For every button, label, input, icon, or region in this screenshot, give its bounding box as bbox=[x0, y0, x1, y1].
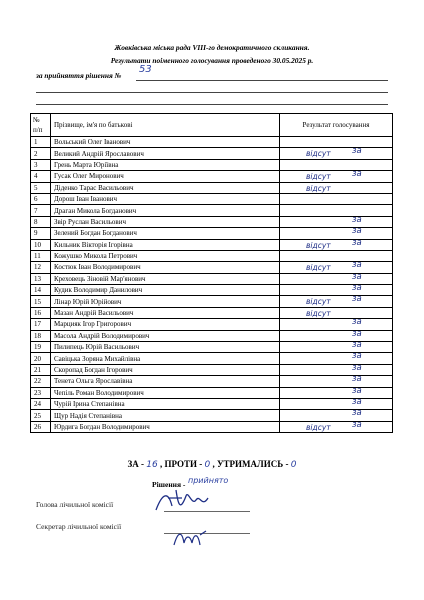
row-absent-mark: відсут bbox=[306, 308, 331, 318]
row-result bbox=[280, 148, 393, 159]
row-num: 9 bbox=[31, 228, 51, 239]
abstain-label: , УТРИМАЛИСЬ - bbox=[212, 459, 289, 469]
row-result bbox=[280, 285, 393, 296]
table-row bbox=[31, 182, 393, 193]
row-name: Діденко Тарас Васильович bbox=[51, 182, 280, 193]
row-result bbox=[280, 182, 393, 193]
row-absent-mark: відсут bbox=[306, 240, 331, 250]
row-result bbox=[280, 342, 393, 353]
row-num: 17 bbox=[31, 319, 51, 330]
table-row bbox=[31, 216, 393, 227]
table-row bbox=[31, 387, 393, 398]
row-vote-mark: за bbox=[352, 408, 362, 419]
row-num: 10 bbox=[31, 239, 51, 250]
row-result bbox=[280, 421, 393, 432]
row-name: Зелений Богдан Богданович bbox=[51, 228, 280, 239]
row-result bbox=[280, 364, 393, 375]
row-num: 4 bbox=[31, 171, 51, 182]
table-row bbox=[31, 421, 393, 432]
protocol-number: 53 bbox=[139, 64, 152, 75]
row-num: 1 bbox=[31, 137, 51, 148]
table-body bbox=[31, 137, 393, 433]
row-name: Чурій Ірина Степанівна bbox=[51, 398, 280, 409]
row-result bbox=[280, 250, 393, 261]
table-row bbox=[31, 228, 393, 239]
table-row bbox=[31, 307, 393, 318]
row-name: Чепіль Роман Володимирович bbox=[51, 387, 280, 398]
row-result bbox=[280, 239, 393, 250]
header-line2: Результати поіменного голосування проведеного 30.05.2025 р. bbox=[110, 56, 314, 65]
row-name: Пилипець Юрій Васильович bbox=[51, 342, 280, 353]
row-vote-mark: за bbox=[352, 374, 362, 385]
for-label: ЗА - bbox=[127, 459, 145, 469]
row-absent-mark: відсут bbox=[306, 422, 331, 432]
row-name: Лінар Юрій Юрійович bbox=[51, 296, 280, 307]
table-row bbox=[31, 262, 393, 273]
row-vote-mark: за bbox=[352, 226, 362, 237]
row-num: 5 bbox=[31, 182, 51, 193]
row-result bbox=[280, 398, 393, 409]
row-result bbox=[280, 296, 393, 307]
row-vote-mark: за bbox=[352, 419, 362, 430]
table-row bbox=[31, 353, 393, 364]
col-name-header: Прізвище, ім'я по батькові bbox=[51, 114, 280, 137]
row-absent-mark: відсут bbox=[306, 149, 331, 159]
decision-value: прийнято bbox=[188, 476, 229, 485]
row-result bbox=[280, 353, 393, 364]
decision-label: Рішення - bbox=[152, 480, 186, 489]
row-name: Щур Надія Степанівна bbox=[51, 410, 280, 421]
row-vote-mark: за bbox=[352, 169, 362, 180]
table-row bbox=[31, 296, 393, 307]
row-result bbox=[280, 330, 393, 341]
row-vote-mark: за bbox=[352, 396, 362, 407]
row-num: 16 bbox=[31, 307, 51, 318]
chair-label: Голова лічильної комісії bbox=[36, 500, 114, 509]
row-num: 11 bbox=[31, 250, 51, 261]
row-vote-mark: за bbox=[352, 260, 362, 271]
row-result bbox=[280, 387, 393, 398]
row-name: Кудик Володимир Данилович bbox=[51, 285, 280, 296]
chair-signature bbox=[152, 486, 214, 516]
row-result bbox=[280, 193, 393, 204]
row-num: 22 bbox=[31, 376, 51, 387]
row-num: 8 bbox=[31, 216, 51, 227]
row-name: Кожушко Микола Петрович bbox=[51, 250, 280, 261]
row-result bbox=[280, 137, 393, 148]
row-name: Юрдига Богдан Володимирович bbox=[51, 421, 280, 432]
row-name: Креховець Зіновій Мар'янович bbox=[51, 273, 280, 284]
row-num: 7 bbox=[31, 205, 51, 216]
row-absent-mark: відсут bbox=[306, 297, 331, 307]
col-num-header: № п/п bbox=[31, 114, 51, 137]
row-num: 13 bbox=[31, 273, 51, 284]
row-vote-mark: за bbox=[352, 362, 362, 373]
row-name: Звір Руслан Васильович bbox=[51, 216, 280, 227]
row-num: 14 bbox=[31, 285, 51, 296]
row-num: 26 bbox=[31, 421, 51, 432]
row-num: 18 bbox=[31, 330, 51, 341]
row-absent-mark: відсут bbox=[306, 183, 331, 193]
row-name: Великий Андрій Ярославович bbox=[51, 148, 280, 159]
table-row bbox=[31, 376, 393, 387]
row-vote-mark: за bbox=[352, 214, 362, 225]
row-result bbox=[280, 376, 393, 387]
table-row bbox=[31, 137, 393, 148]
row-name: Грень Марта Юріївна bbox=[51, 159, 280, 170]
protocol-underline bbox=[136, 80, 388, 81]
row-name: Мазан Андрій Васильович bbox=[51, 307, 280, 318]
row-result bbox=[280, 228, 393, 239]
row-name: Кильник Вікторія Ігорівна bbox=[51, 239, 280, 250]
row-num: 23 bbox=[31, 387, 51, 398]
row-result bbox=[280, 307, 393, 318]
row-name: Тенета Ольга Ярославівна bbox=[51, 376, 280, 387]
row-num: 19 bbox=[31, 342, 51, 353]
row-name: Дорош Іван Іванович bbox=[51, 193, 280, 204]
row-name: Вольський Олег Іванович bbox=[51, 137, 280, 148]
vote-table bbox=[30, 113, 393, 433]
table-row bbox=[31, 205, 393, 216]
row-num: 3 bbox=[31, 159, 51, 170]
table-row bbox=[31, 239, 393, 250]
row-num: 12 bbox=[31, 262, 51, 273]
row-vote-mark: за bbox=[352, 385, 362, 396]
protocol-label: за прийняття рішення № bbox=[36, 71, 122, 80]
secretary-signature bbox=[170, 525, 210, 551]
row-name: Масола Андрій Володимирович bbox=[51, 330, 280, 341]
row-vote-mark: за bbox=[352, 340, 362, 351]
table-row bbox=[31, 159, 393, 170]
table-row bbox=[31, 330, 393, 341]
row-num: 6 bbox=[31, 193, 51, 204]
row-name: Скоропад Богдан Ігорович bbox=[51, 364, 280, 375]
row-num: 24 bbox=[31, 398, 51, 409]
row-result bbox=[280, 159, 393, 170]
table-row bbox=[31, 398, 393, 409]
row-name: Марцияк Ігор Григорович bbox=[51, 319, 280, 330]
row-vote-mark: за bbox=[352, 294, 362, 305]
row-vote-mark: за bbox=[352, 283, 362, 294]
row-vote-mark: за bbox=[352, 351, 362, 362]
row-vote-mark: за bbox=[352, 237, 362, 248]
abstain-value: 0 bbox=[290, 460, 297, 470]
row-name: Костюк Іван Володимирович bbox=[51, 262, 280, 273]
for-value: 16 bbox=[146, 460, 158, 470]
row-result bbox=[280, 262, 393, 273]
row-result bbox=[280, 273, 393, 284]
row-absent-mark: відсут bbox=[306, 263, 331, 273]
col-result-header: Результат голосування bbox=[280, 114, 393, 137]
header-line1: Жовківська міська рада VIII-го демократичного скликання. bbox=[114, 43, 310, 52]
table-row bbox=[31, 171, 393, 182]
table-row bbox=[31, 342, 393, 353]
secretary-label: Секретар лічильної комісії bbox=[36, 522, 122, 531]
row-result bbox=[280, 205, 393, 216]
table-header-row bbox=[31, 114, 393, 137]
row-vote-mark: за bbox=[352, 317, 362, 328]
row-result bbox=[280, 410, 393, 421]
table-row bbox=[31, 319, 393, 330]
row-num: 21 bbox=[31, 364, 51, 375]
table-row bbox=[31, 364, 393, 375]
blank-line bbox=[36, 92, 388, 93]
table-row bbox=[31, 285, 393, 296]
row-vote-mark: за bbox=[352, 328, 362, 339]
table-row bbox=[31, 148, 393, 159]
row-name: Гусак Олег Миронович bbox=[51, 171, 280, 182]
row-name: Савіцька Зоряна Михайлівна bbox=[51, 353, 280, 364]
against-label: , ПРОТИ - bbox=[160, 459, 203, 469]
row-absent-mark: відсут bbox=[306, 172, 331, 182]
row-num: 2 bbox=[31, 148, 51, 159]
row-num: 25 bbox=[31, 410, 51, 421]
against-value: 0 bbox=[204, 460, 211, 470]
row-result bbox=[280, 319, 393, 330]
vote-summary bbox=[0, 459, 424, 470]
blank-line bbox=[36, 104, 388, 105]
table-row bbox=[31, 250, 393, 261]
row-result bbox=[280, 216, 393, 227]
table-row bbox=[31, 193, 393, 204]
row-vote-mark: за bbox=[352, 146, 362, 157]
row-result bbox=[280, 171, 393, 182]
row-name: Драган Микола Богданович bbox=[51, 205, 280, 216]
table-row bbox=[31, 273, 393, 284]
row-vote-mark: за bbox=[352, 271, 362, 282]
row-num: 15 bbox=[31, 296, 51, 307]
table-row bbox=[31, 410, 393, 421]
row-num: 20 bbox=[31, 353, 51, 364]
